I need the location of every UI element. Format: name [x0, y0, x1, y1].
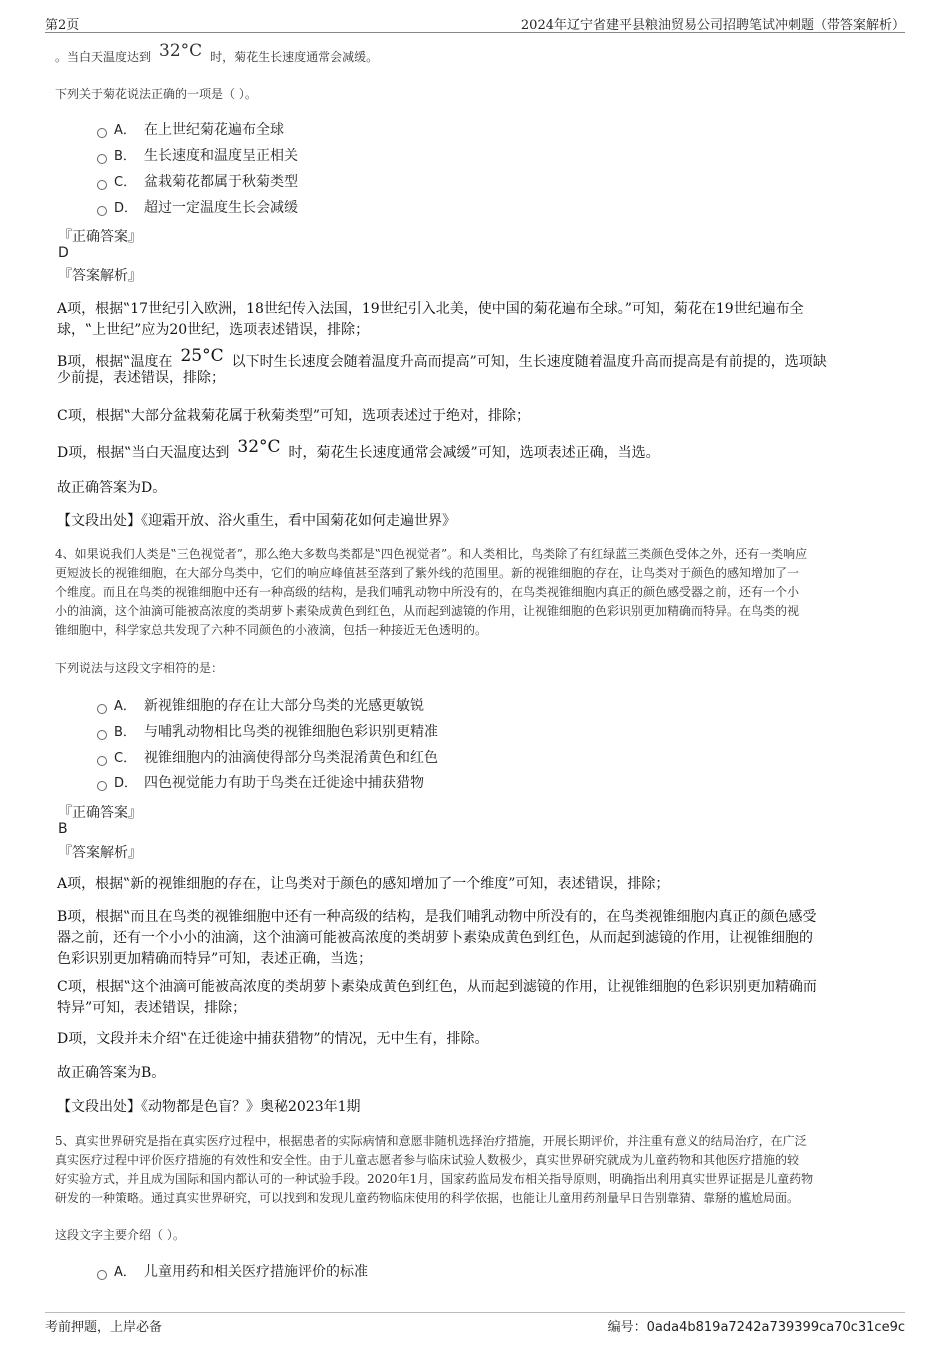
q3-option-c[interactable]: C． 盆栽菊花都属于秋菊类型 — [97, 172, 298, 192]
correct-answer: D — [58, 245, 69, 261]
q5-option-a[interactable]: A． 儿童用药和相关医疗措施评价的标准 — [97, 1262, 368, 1282]
q5-passage: 5、真实世界研究是指在真实医疗过程中，根据患者的实际病情和意愿非随机选择治疗措施，开展长期评价，并注重有意义的结局治疗，在广泛 真实医疗过程中评价医疗措施的有效性和安全性。由于儿童志愿者参与临床试验人数极少，真实世界研究就成为儿童药物和其他医疗措施的较 好实验方式，并且成为国际和国内都认可的一种试验手段。2020年1月，国家药监局发布相关指导原则，明确指出利用真实世界证据是儿童药物 研发的一种策略。通过真实世界研究，可以找到和发现儿童药物临床使用的科学依据，也能让儿童用药剂量早日告别靠猜、靠掰的尴尬局面。 — [55, 1134, 814, 1205]
page-footer — [45, 1312, 905, 1338]
radio-icon[interactable] — [97, 730, 107, 740]
q3-passage-tail: 。当白天温度达到 32°C 时，菊花生长速度通常会减缓。 — [55, 41, 379, 64]
q3-analysis-c: C项，根据‟大部分盆栽菊花属于秋菊类型”可知，选项表述过于绝对，排除； — [57, 408, 531, 424]
analysis-label: 『答案解析』 — [58, 845, 142, 861]
radio-icon[interactable] — [97, 206, 107, 216]
correct-answer-label: 『正确答案』 — [58, 229, 142, 245]
radio-icon[interactable] — [97, 781, 107, 791]
temperature-formula: 25°C — [180, 346, 224, 366]
q3-option-d[interactable]: D． 超过一定温度生长会减缓 — [97, 198, 298, 218]
q3-option-b[interactable]: B． 生长速度和温度呈正相关 — [97, 146, 298, 166]
q4-option-a[interactable]: A． 新视锥细胞的存在让大部分鸟类的光感更敏锐 — [97, 696, 424, 716]
radio-icon[interactable] — [97, 180, 107, 190]
q4-analysis-a: A项，根据‟新的视锥细胞的存在，让鸟类对于颜色的感知增加了一个维度”可知，表述错误，排除； — [57, 876, 670, 892]
q4-analysis-c: C项，根据‟这个油滴可能被高浓度的类胡萝卜素染成黄色到红色，从而起到滤镜的作用，让视锥细胞的色彩识别更加精确而 特异”可知，表述错误，排除； — [57, 979, 817, 1016]
radio-icon[interactable] — [97, 128, 107, 138]
page-number: 第2页 — [45, 18, 80, 33]
analysis-label: 『答案解析』 — [58, 268, 142, 284]
q3-conclusion: 故正确答案为D。 — [57, 480, 167, 496]
footer-slogan: 考前押题，上岸必备 — [45, 1320, 163, 1335]
q4-passage: 4、如果说我们人类是‟三色视觉者”，那么绝大多数鸟类都是‟四色视觉者”。和人类相比，鸟类除了有红绿蓝三类颜色受体之外，还有一类响应 更短波长的视锥细胞，在大部分鸟类中，它们的响应峰值甚至落到了紫外线的范围里。新的视锥细胞的存在，让鸟类对于颜色的感知增加了一 个维度。而且在鸟类的视锥细胞中还有一种高级的结构，是我们哺乳动物中所没有的，在鸟类视锥细胞内真正的颜色感受器之前，还有一个小 小的油滴，这个油滴可能被高浓度的类胡萝卜素染成黄色到红色，从而起到滤镜的作用，让视锥细胞的色彩识别更加精确而特异。在鸟类的视 锥细胞中，科学家总共发现了六种不同颜色的小液滴，包括一种接近无色透明的。 — [55, 547, 808, 637]
q5-prompt: 这段文字主要介绍（ ）。 — [55, 1228, 185, 1242]
document-code: 编号：0ada4b819a7242a739399ca70c31ce9c — [607, 1320, 905, 1335]
temperature-formula: 32°C — [159, 41, 203, 61]
page-header — [45, 12, 905, 33]
correct-answer: B — [58, 821, 68, 837]
q4-conclusion: 故正确答案为B。 — [57, 1065, 166, 1081]
radio-icon[interactable] — [97, 154, 107, 164]
radio-icon[interactable] — [97, 704, 107, 714]
q3-analysis-a: A项，根据‟17世纪引入欧洲，18世纪传入法国，19世纪引入北美，使中国的菊花遍布全球。”可知，菊花在19世纪遍布全 球，‟上世纪”应为20世纪，选项表述错误，排除； — [57, 301, 804, 338]
q3-analysis-d: D项，根据‟当白天温度达到 32°C 时，菊花生长速度通常会减缓”可知，选项表述正确，当选。 — [57, 437, 660, 461]
q3-source: 【文段出处】《迎霜开放、浴火重生，看中国菊花如何走遍世界》 — [57, 513, 456, 529]
radio-icon[interactable] — [97, 756, 107, 766]
q4-option-c[interactable]: C． 视锥细胞内的油滴使得部分鸟类混淆黄色和红色 — [97, 748, 438, 768]
q3-option-a[interactable]: A． 在上世纪菊花遍布全球 — [97, 120, 284, 140]
q3-prompt: 下列关于菊花说法正确的一项是（ ）。 — [55, 87, 257, 101]
q4-option-b[interactable]: B． 与哺乳动物相比鸟类的视锥细胞色彩识别更精准 — [97, 722, 438, 742]
q4-option-d[interactable]: D． 四色视觉能力有助于鸟类在迁徙途中捕获猎物 — [97, 773, 424, 793]
q4-analysis-d: D项，文段并未介绍‟在迁徙途中捕获猎物”的情况，无中生有，排除。 — [57, 1031, 489, 1047]
q3-analysis-b: B项，根据‟温度在 25°C 以下时生长速度会随着温度升高而提高”可知，生长速度随着温度升高而提高是有前提的，选项缺 少前提，表述错误，排除； — [57, 346, 827, 386]
q4-source: 【文段出处】《动物都是色盲？》奥秘2023年1期 — [57, 1099, 361, 1115]
radio-icon[interactable] — [97, 1270, 107, 1280]
q4-analysis-b: B项，根据‟而且在鸟类的视锥细胞中还有一种高级的结构，是我们哺乳动物中所没有的，在鸟类视锥细胞内真正的颜色感受 器之前，还有一个小小的油滴，这个油滴可能被高浓度的类胡萝卜素染成黄色到红色，从而起到滤镜的作用，让视锥细胞的 色彩识别更加精确而特异”可知，表述正确，当选； — [57, 909, 817, 967]
document-title: 2024年辽宁省建平县粮油贸易公司招聘笔试冲刺题（带答案解析） — [520, 18, 905, 33]
temperature-formula: 32°C — [237, 437, 281, 457]
correct-answer-label: 『正确答案』 — [58, 805, 142, 821]
q4-prompt: 下列说法与这段文字相符的是： — [55, 661, 224, 675]
